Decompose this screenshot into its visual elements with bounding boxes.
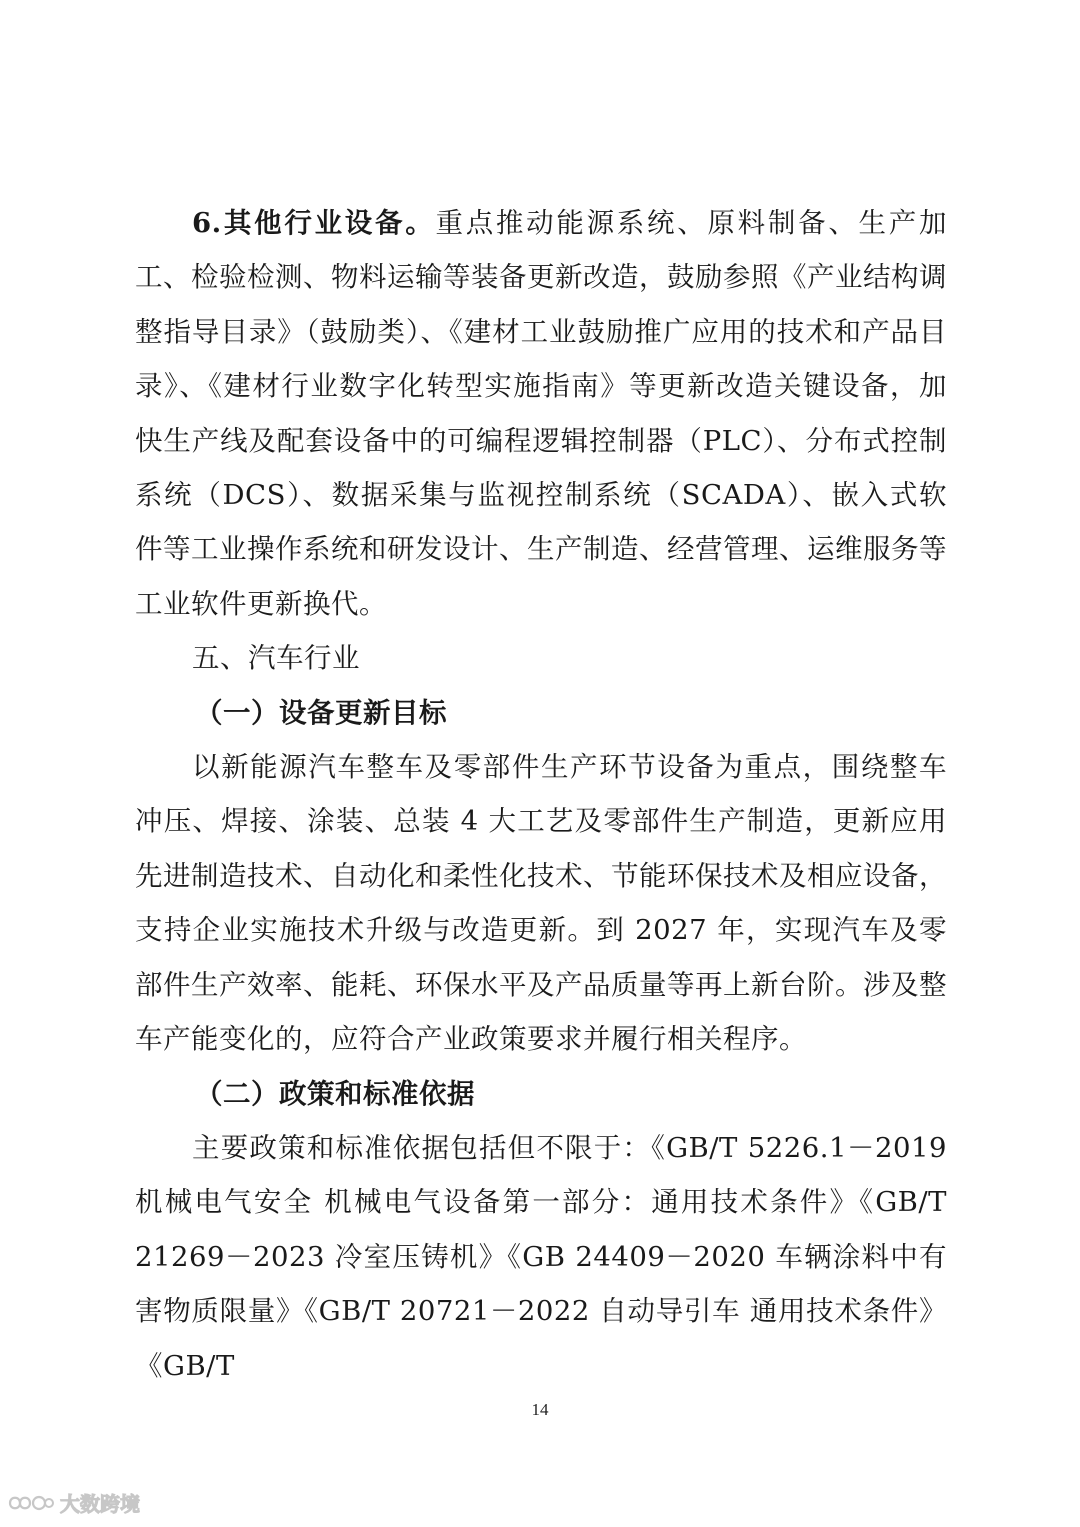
paragraph-other-equipment bbox=[135, 196, 947, 631]
paragraph-text: 重点推动能源系统、原料制备、生产加工、检验检测、物料运输等装备更新改造，鼓励参照《产业结构调整指导目录》（鼓励类）、《建材工业鼓励推广应用的技术和产品目录》、《建材行业数字化转型实施指南》等更新改造关键设备，加快生产线及配套设备中的可编程逻辑控制器（PLC）、分布式控制系统（DCS）、数据采集与监视控制系统（SCADA）、嵌入式软件等工业操作系统和研发设计、生产制造、经营管理、运维服务等工业软件更新换代。 bbox=[135, 207, 947, 620]
paragraph-equipment-target: 以新能源汽车整车及零部件生产环节设备为重点，围绕整车冲压、焊接、涂装、总装 4 大工艺及零部件生产制造，更新应用先进制造技术、自动化和柔性化技术、节能环保技术及相应设备，支持企业实施技术升级与改造更新。到 2027 年，实现汽车及零部件生产效率、能耗、环保水平及产品质量等再上新台阶。涉及整车产能变化的，应符合产业政策要求并履行相关程序。 bbox=[135, 751, 947, 1056]
watermark-text: 大数跨境 bbox=[60, 1492, 140, 1516]
page-number: 14 bbox=[531, 1400, 549, 1419]
paragraph-policy-basis: 主要政策和标准依据包括但不限于：《GB/T 5226.1－2019 机械电气安全 机械电气设备第一部分：通用技术条件》《GB/T 21269－2023 冷室压铸机》《GB 24409－2020 车辆涂料中有害物质限量》《GB/T 20721－2022 自动导引车 通用技术条件》《GB/T bbox=[135, 1131, 947, 1382]
paragraph-lead: 6.其他行业设备。 bbox=[192, 207, 436, 239]
infinity-logo-icon bbox=[8, 1492, 54, 1514]
subheading-equipment-target: （一）设备更新目标 bbox=[195, 696, 447, 729]
watermark bbox=[8, 1488, 140, 1517]
subheading-policy-basis: （二）政策和标准依据 bbox=[195, 1077, 475, 1110]
section-heading: 五、汽车行业 bbox=[192, 642, 360, 675]
document-body bbox=[135, 196, 947, 1393]
